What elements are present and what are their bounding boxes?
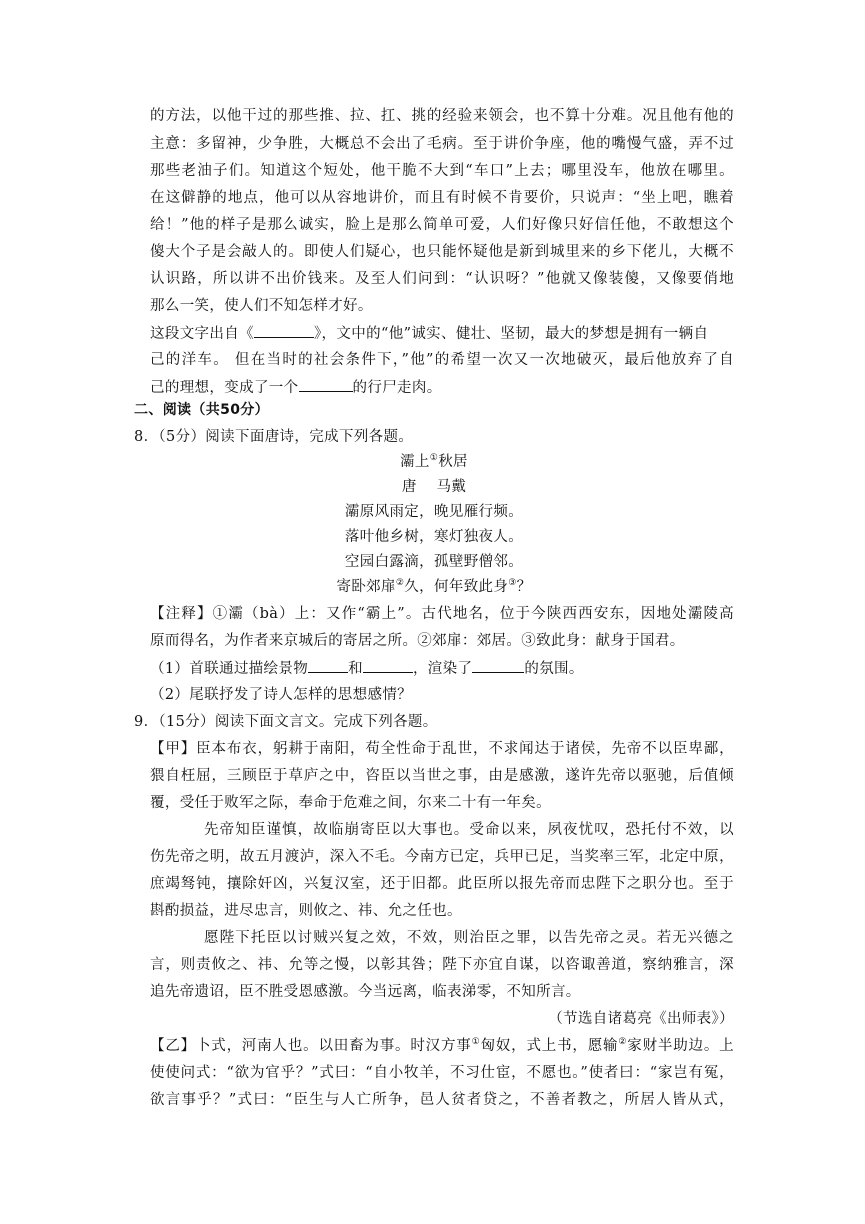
classical-text-line: 追先帝遗诏，臣不胜受恩感激。今当远离，临表涕零，不知所言。	[150, 984, 581, 1000]
poem-note: 【注释】①灞（bà）上：又作“霸上”。古代地名，位于今陕西西安东，因地处灞陵高	[150, 606, 734, 622]
source-citation: （节选自诸葛亮《出师表》）	[548, 1011, 734, 1027]
passage-line: 的方法，以他干过的那些推、拉、扛、挑的经验来领会，也不算十分难。况且他有他的	[150, 108, 734, 124]
subquestion-1	[150, 658, 584, 679]
poem-text: 寄卧郊扉	[336, 579, 396, 595]
passage-line: 在这僻静的地点，他可以从容地讲价，而且有时候不肯要价，只说声：“坐上吧，瞧着	[150, 190, 734, 206]
classical-text-line: 庶竭驽钝，攘除奸凶，兴复汉室，还于旧都。此臣所以报先帝而忠陛下之职分也。至于	[150, 876, 734, 892]
question-text: （1）首联通过描绘景物	[150, 661, 309, 677]
classical-text-line: 使使问式：“欲为官乎？”式曰：“自小牧羊，不习仕宦，不愿也。”使者曰：“家岂有冤，	[150, 1065, 734, 1081]
classical-text-line	[150, 1036, 734, 1056]
classical-text-line: 言，则责攸之、祎、允等之慢，以彰其咎；陛下亦宜自谋，以咨诹善道，察纳雅言，深	[150, 957, 734, 973]
question-text: 己的理想，变成了一个	[150, 380, 299, 396]
question-line	[150, 323, 734, 344]
subquestion-2: （2）尾联抒发了诗人怎样的思想感情？	[150, 687, 413, 703]
question-9-stem: 9．（15分）阅读下面文言文。完成下列各题。	[134, 714, 438, 730]
question-text: ，渲染了	[412, 661, 473, 677]
poem-text: 久，何年致此身	[404, 579, 509, 595]
question-text: 这段文字出自《	[150, 326, 254, 342]
passage-line: 给！”他的样子是那么诚实，脸上是那么简单可爱，人们好像只好信任他，不敢想这个	[150, 217, 734, 233]
answer-blank[interactable]	[472, 658, 524, 673]
classical-text: 匈奴，式上书，愿输	[480, 1038, 619, 1054]
poem-line: 灞原风雨定，晚见雁行频。	[344, 504, 524, 520]
footnote-mark: ②	[618, 1037, 628, 1048]
question-line: 己的洋车。 但在当时的社会条件下，”他”的希望一次又一次地破灭，最后他放弃了自	[150, 352, 734, 368]
section-title: 二、阅读（共50分）	[134, 402, 269, 418]
passage-line: 那么一笑，使人们不知怎样才好。	[150, 298, 373, 314]
poem-title-text: 灞上	[400, 454, 430, 470]
answer-blank[interactable]	[299, 377, 353, 392]
footnote-mark: ②	[395, 578, 405, 589]
question-text: 的氛围。	[524, 661, 584, 677]
footnote-mark: ③	[508, 578, 517, 589]
footnote-mark: ①	[471, 1037, 481, 1048]
answer-blank[interactable]	[363, 658, 413, 673]
poem-line: 落叶他乡树，寒灯独夜人。	[344, 529, 524, 545]
classical-text-line: 【甲】臣本布衣，躬耕于南阳，苟全性命于乱世，不求闻达于诸侯，先帝不以臣卑鄙，	[150, 741, 734, 757]
poem-text: ？	[516, 579, 532, 595]
classical-text: 家财半助边。上	[627, 1038, 734, 1054]
poem-author: 唐 马戴	[401, 479, 467, 495]
classical-text-line: 斟酌损益，进尽忠言，则攸之、祎、允之任也。	[150, 903, 462, 919]
classical-text-line: 愿陛下托臣以讨贼兴复之效，不效，则治臣之罪，以告先帝之灵。若无兴德之	[204, 930, 734, 946]
classical-text-line: 覆，受任于败军之际，奉命于危难之间，尔来二十有一年矣。	[150, 795, 551, 811]
classical-text-line: 猥自枉屈，三顾臣于草庐之中，咨臣以当世之事，由是感激，遂许先帝以驱驰，后值倾	[150, 768, 734, 784]
passage-line: 主意：多留神，少争胜，大概总不会出了毛病。至于讲价争座，他的嘴慢气盛，弄不过	[150, 136, 734, 152]
classical-text-line: 先帝知臣谨慎，故临崩寄臣以大事也。受命以来，夙夜忧叹，恐托付不效，以	[204, 822, 734, 838]
answer-blank[interactable]	[308, 658, 348, 673]
classical-text: 【乙】卜式，河南人也。以田畜为事。时汉方事	[150, 1038, 472, 1054]
classical-text-line: 伤先帝之明，故五月渡泸，深入不毛。今南方已定，兵甲已足，当奖率三军，北定中原，	[150, 849, 734, 865]
question-text: 的行尸走肉。	[352, 380, 442, 396]
question-text: 和	[348, 661, 363, 677]
passage-line: 傻大个子是会敲人的。即使人们疑心，也只能怀疑他是新到城里来的乡下佬儿，大概不	[150, 244, 734, 260]
passage-line: 那些老油子们。知道这个短处，他干脆不大到“车口”上去；哪里没车，他放在哪里。	[150, 163, 734, 179]
classical-text-line: 欲言事乎？”式曰：“臣生与人亡所争，邑人贫者贷之，不善者教之，所居人皆从式，	[150, 1092, 734, 1108]
poem-line: 空园白露滴，孤壁野僧邻。	[344, 554, 524, 570]
footnote-mark: ①	[429, 453, 439, 464]
question-line	[150, 377, 734, 398]
poem-title-text: 秋居	[438, 454, 468, 470]
poem-line	[134, 577, 734, 597]
answer-blank[interactable]	[254, 323, 314, 338]
poem-note: 原而得名，为作者来京城后的寄居之所。②郊扉：郊居。③致此身：献身于国君。	[150, 633, 685, 649]
question-8-stem: 8．（5分）阅读下面唐诗，完成下列各题。	[134, 429, 414, 445]
poem-title	[134, 452, 734, 472]
question-text: 》，文中的“他”诚实、健壮、坚韧，最大的梦想是拥有一辆自	[313, 326, 709, 342]
passage-line: 认识路，所以讲不出价钱来。及至人们问到：“认识呀？”他就又像装傻，又像要俏地	[150, 271, 734, 287]
